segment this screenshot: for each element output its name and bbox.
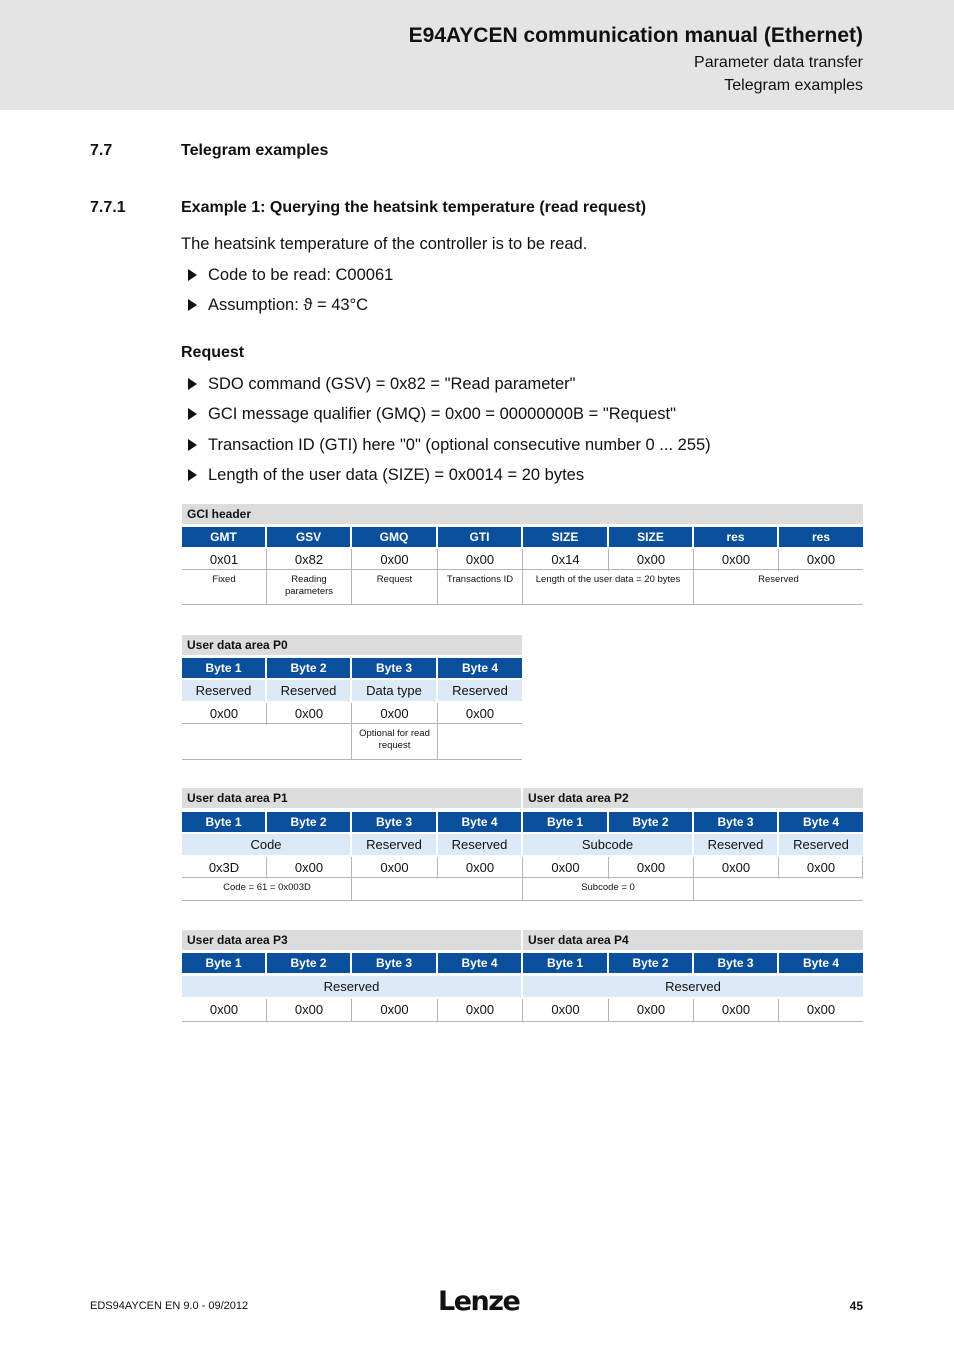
p0-value-cell: 0x00	[267, 703, 351, 724]
p4-label-cell: Reserved	[523, 976, 863, 997]
p1-note-cell: Code = 61 = 0x003D	[182, 879, 352, 901]
gci-header-cell: SIZE	[609, 527, 692, 547]
p0-header-cell: Byte 3	[352, 658, 436, 678]
p0-value-cell: 0x00	[352, 703, 437, 724]
gci-header-cell: GMQ	[352, 527, 436, 547]
p0-note-cell: Optional for read request	[352, 725, 437, 760]
cell-divider	[608, 999, 609, 1022]
cell-divider	[266, 999, 267, 1022]
footer-doc-id: EDS94AYCEN EN 9.0 - 09/2012	[90, 1300, 249, 1312]
p0-header-cell: Byte 2	[267, 658, 350, 678]
intro-paragraph: The heatsink temperature of the controller is to be read.	[181, 235, 588, 253]
gci-note-cell: Request	[352, 571, 437, 605]
cell-divider	[266, 857, 267, 879]
p1-label-cell: Code	[182, 834, 350, 855]
gci-value-cell: 0x14	[523, 549, 608, 570]
cell-divider	[351, 703, 352, 760]
gci-header-cell: GMT	[182, 527, 265, 547]
cell-divider	[437, 549, 438, 605]
gci-value-cell: 0x00	[694, 549, 778, 570]
section-title: Telegram examples	[181, 142, 329, 159]
cell-divider	[522, 857, 523, 901]
p4-value-cell: 0x00	[609, 999, 693, 1022]
page-number: 45	[849, 1299, 863, 1313]
p2-value-cell: 0x00	[523, 857, 608, 878]
cell-divider	[608, 549, 609, 571]
cell-divider	[608, 857, 609, 879]
gci-note-cell: Fixed	[182, 571, 266, 605]
bullet-arrow-icon	[188, 378, 197, 390]
p1-label-cell: Reserved	[352, 834, 436, 855]
gci-value-cell: 0x00	[609, 549, 693, 570]
gci-caption: GCI header	[182, 504, 863, 524]
cell-divider	[862, 857, 863, 879]
p4-value-cell: 0x00	[523, 999, 608, 1022]
p0-label-cell: Data type	[352, 680, 436, 701]
document-title: E94AYCEN communication manual (Ethernet)	[408, 24, 863, 47]
p4-caption: User data area P4	[523, 930, 863, 950]
p2-value-cell: 0x00	[609, 857, 693, 878]
p2-label-cell: Subcode	[523, 834, 692, 855]
cell-divider	[266, 703, 267, 725]
gci-note-cell: Transactions ID	[438, 571, 522, 605]
p3-header-cell: Byte 2	[267, 953, 350, 973]
bullet-arrow-icon	[188, 469, 197, 481]
p4-header-cell: Byte 3	[694, 953, 777, 973]
cell-divider	[437, 703, 438, 760]
p1-note-empty	[352, 879, 523, 901]
p1-header-cell: Byte 1	[182, 812, 265, 832]
p0-label-cell: Reserved	[182, 680, 265, 701]
p3-value-cell: 0x00	[267, 999, 351, 1022]
p1-header-cell: Byte 3	[352, 812, 436, 832]
bullet-arrow-icon	[188, 408, 197, 420]
p2-note-cell: Subcode = 0	[523, 879, 693, 901]
bullet-item: GCI message qualifier (GMQ) = 0x00 = 00000000B = "Request"	[188, 405, 676, 424]
p2-header-cell: Byte 3	[694, 812, 777, 832]
gci-note-cell: Reading parameters	[267, 571, 351, 605]
cell-divider	[522, 999, 523, 1022]
bullet-item: SDO command (GSV) = 0x82 = "Read parameter"	[188, 375, 576, 394]
p2-label-cell: Reserved	[694, 834, 777, 855]
header-subtitle-1: Parameter data transfer	[694, 54, 863, 71]
gci-header-cell: GSV	[267, 527, 350, 547]
p0-label-cell: Reserved	[438, 680, 522, 701]
cell-divider	[778, 999, 779, 1022]
bullet-arrow-icon	[188, 439, 197, 451]
request-heading: Request	[181, 344, 245, 361]
gci-header-cell: GTI	[438, 527, 521, 547]
p1-label-cell: Reserved	[438, 834, 521, 855]
cell-divider	[778, 549, 779, 571]
p2-value-cell: 0x00	[779, 857, 863, 878]
bullet-item: Code to be read: C00061	[188, 266, 393, 285]
p4-header-cell: Byte 1	[523, 953, 607, 973]
gci-header-cell: SIZE	[523, 527, 607, 547]
p3-header-cell: Byte 3	[352, 953, 436, 973]
cell-divider	[266, 549, 267, 605]
cell-divider	[351, 857, 352, 901]
cell-divider	[693, 999, 694, 1022]
p1-value-cell: 0x00	[352, 857, 437, 878]
gci-header-cell: res	[779, 527, 863, 547]
p2-header-cell: Byte 2	[609, 812, 692, 832]
p1-header-cell: Byte 2	[267, 812, 350, 832]
p0-note-empty	[182, 725, 352, 760]
bullet-item: Assumption: ϑ = 43°C	[188, 296, 368, 315]
cell-divider	[778, 857, 779, 879]
p2-value-cell: 0x00	[694, 857, 778, 878]
p3-value-cell: 0x00	[438, 999, 522, 1022]
cell-divider	[693, 857, 694, 901]
lenze-logo: Lenze	[438, 1286, 520, 1317]
bullet-item: Transaction ID (GTI) here "0" (optional consecutive number 0 ... 255)	[188, 436, 711, 455]
gci-value-cell: 0x00	[352, 549, 437, 570]
p3-label-cell: Reserved	[182, 976, 521, 997]
p3-caption: User data area P3	[182, 930, 521, 950]
gci-note-cell: Reserved	[694, 571, 863, 605]
p2-header-cell: Byte 4	[779, 812, 863, 832]
cell-divider	[437, 999, 438, 1022]
p3-value-cell: 0x00	[352, 999, 437, 1022]
p3-header-cell: Byte 4	[438, 953, 521, 973]
subsection-title: Example 1: Querying the heatsink temperature (read request)	[181, 199, 647, 216]
cell-divider	[351, 549, 352, 605]
p4-header-cell: Byte 4	[779, 953, 863, 973]
p1-value-cell: 0x00	[438, 857, 522, 878]
header-subtitle-2: Telegram examples	[724, 77, 863, 94]
cell-divider	[693, 549, 694, 605]
p0-note-empty	[438, 725, 522, 760]
gci-value-cell: 0x00	[438, 549, 522, 570]
p3-value-cell: 0x00	[182, 999, 266, 1022]
gci-header-cell: res	[694, 527, 777, 547]
p1-header-cell: Byte 4	[438, 812, 521, 832]
p1-value-cell: 0x00	[267, 857, 351, 878]
p0-label-cell: Reserved	[267, 680, 350, 701]
gci-note-cell: Length of the user data = 20 bytes	[523, 571, 693, 605]
cell-divider	[351, 999, 352, 1022]
p0-value-cell: 0x00	[438, 703, 522, 724]
p1-value-cell: 0x3D	[182, 857, 266, 878]
cell-divider	[437, 857, 438, 879]
p3-header-cell: Byte 1	[182, 953, 265, 973]
p2-header-cell: Byte 1	[523, 812, 607, 832]
p1-caption: User data area P1	[182, 788, 521, 808]
gci-value-cell: 0x00	[779, 549, 863, 570]
p4-value-cell: 0x00	[779, 999, 863, 1022]
p0-caption: User data area P0	[182, 635, 522, 655]
bullet-arrow-icon	[188, 299, 197, 311]
p4-value-cell: 0x00	[694, 999, 778, 1022]
p0-header-cell: Byte 4	[438, 658, 522, 678]
subsection-number: 7.7.1	[90, 199, 126, 216]
p4-header-cell: Byte 2	[609, 953, 692, 973]
bullet-arrow-icon	[188, 269, 197, 281]
p0-header-cell: Byte 1	[182, 658, 265, 678]
section-number: 7.7	[90, 142, 113, 159]
bullet-item: Length of the user data (SIZE) = 0x0014 = 20 bytes	[188, 466, 584, 485]
p2-caption: User data area P2	[523, 788, 863, 808]
p2-note-empty	[694, 879, 863, 901]
p2-label-cell: Reserved	[779, 834, 863, 855]
gci-value-cell: 0x01	[182, 549, 266, 570]
p0-value-cell: 0x00	[182, 703, 266, 724]
gci-value-cell: 0x82	[267, 549, 351, 570]
cell-divider	[522, 549, 523, 605]
